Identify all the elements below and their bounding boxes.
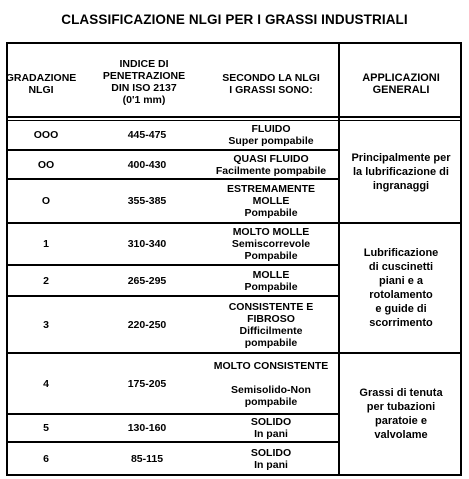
penetration-cell: 355-385: [127, 195, 167, 207]
description-cell: SOLIDO In pani: [250, 446, 292, 471]
grade-cell: 3: [43, 318, 49, 331]
penetration-cell: 85-115: [130, 452, 164, 465]
penetration-cell: 310-340: [127, 238, 167, 250]
description-cell: QUASI FLUIDO Facilmente pompabile: [215, 152, 327, 177]
grade-cell: O: [41, 195, 51, 207]
applications-cell-gears: Principalmente per la lubrificazione di ingranaggi: [351, 151, 451, 192]
grade-cell: 2: [43, 274, 49, 287]
description-cell: SOLIDO In pani: [250, 416, 292, 440]
penetration-cell: 130-160: [127, 422, 167, 434]
description-cell: CONSISTENTE E FIBROSO Difficilmente pompabile: [228, 300, 314, 349]
penetration-cell: 265-295: [127, 274, 167, 287]
page-title: CLASSIFICAZIONE NLGI PER I GRASSI INDUSTRIALI: [61, 12, 408, 27]
description-cell: FLUIDO Super pompabile: [228, 123, 314, 147]
penetration-cell: 445-475: [127, 129, 167, 141]
header-penetration: INDICE DI PENETRAZIONE DIN ISO 2137 (0'1 mm): [102, 58, 186, 106]
description-cell: MOLTO CONSISTENTE Semisolido-Non pompabile: [213, 359, 329, 408]
applications-cell-sealing: Grassi di tenuta per tubazioni paratoie e valvolame: [359, 387, 443, 441]
penetration-cell: 175-205: [127, 377, 167, 390]
grade-cell: OOO: [33, 129, 59, 141]
penetration-cell: 220-250: [127, 318, 167, 331]
applications-cell-bearings: Lubrificazione di cuscinetti piani e a rotolamento e guide di scorrimento: [363, 247, 439, 329]
penetration-cell: 400-430: [127, 158, 167, 171]
description-cell: ESTREMAMENTE MOLLE Pompabile: [226, 183, 316, 219]
grade-cell: 5: [43, 422, 49, 434]
header-rule-top: [6, 116, 462, 118]
header-nlgi: SECONDO LA NLGI I GRASSI SONO:: [222, 72, 320, 96]
grade-cell: 4: [43, 377, 49, 390]
grade-cell: OO: [37, 158, 55, 171]
header-grade: GRADAZIONE NLGI: [5, 72, 77, 96]
description-cell: MOLLE Pompabile: [244, 268, 298, 293]
header-applications: APPLICAZIONI GENERALI: [362, 72, 440, 96]
description-cell: MOLTO MOLLE Semiscorrevole Pompabile: [231, 226, 311, 262]
grade-cell: 1: [43, 238, 49, 250]
grade-cell: 6: [43, 452, 49, 465]
